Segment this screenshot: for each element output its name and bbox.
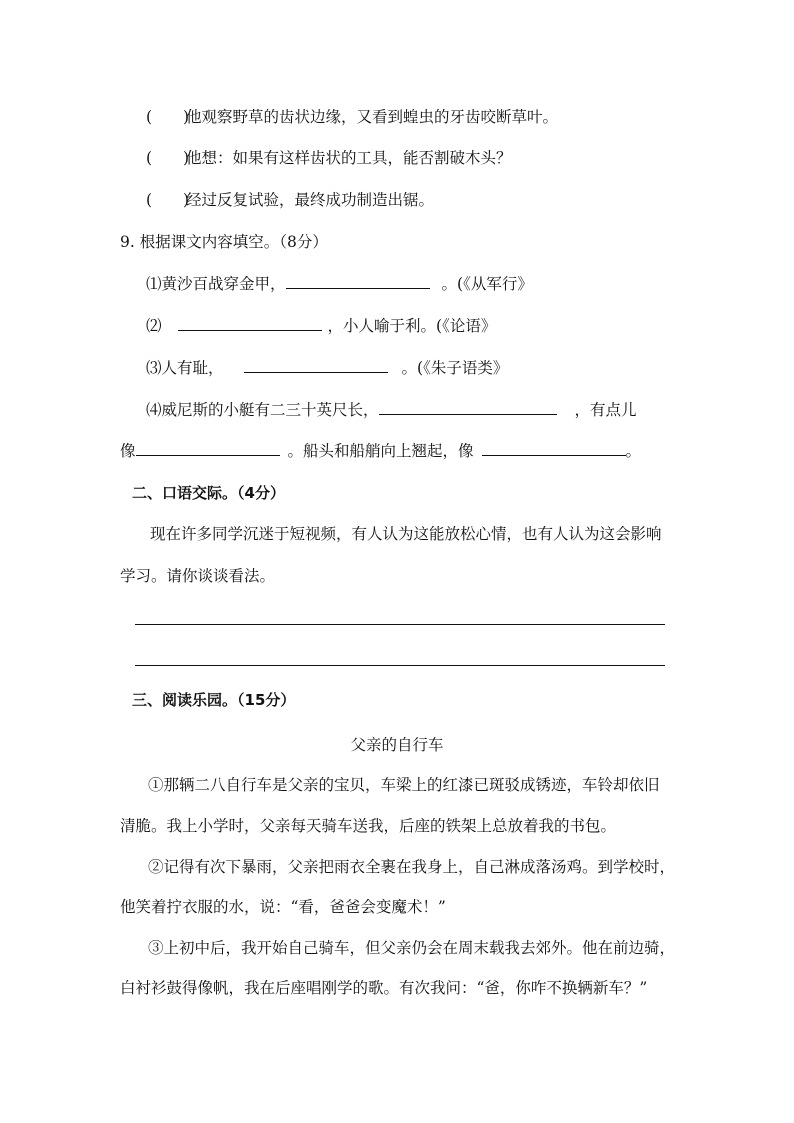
fill-item-4b-pre: 像 xyxy=(120,442,136,460)
story-line: ③上初中后，我开始自己骑车，但父亲仍会在周末载我去郊外。他在前边骑， xyxy=(148,939,676,957)
answer-line[interactable] xyxy=(135,665,665,666)
fill-item-2 xyxy=(146,316,496,336)
answer-line[interactable] xyxy=(135,624,665,625)
fill-item-4-post: ，有点儿 xyxy=(574,401,637,419)
fill-blank[interactable] xyxy=(379,400,557,415)
answer-paren: ( ) xyxy=(146,149,190,167)
story-line: ①那辆二八自行车是父亲的宝贝，车梁上的红漆已斑驳成锈迹，车铃却依旧 xyxy=(148,776,660,794)
answer-paren: ( ) xyxy=(146,191,190,209)
story-line: ②记得有次下暴雨，父亲把雨衣全裹在我身上，自己淋成落汤鸡。到学校时， xyxy=(148,858,676,876)
fill-item-4 xyxy=(146,400,637,420)
story-title: 父亲的自行车 xyxy=(350,736,444,754)
ordering-item xyxy=(146,107,558,127)
ordering-item xyxy=(146,148,512,168)
section-2-heading: 二、口语交际。（4分） xyxy=(132,484,285,502)
section-3-heading: 三、阅读乐园。（15分） xyxy=(132,691,296,709)
fill-blank[interactable] xyxy=(178,316,322,331)
item-text: 经过反复试验，最终成功制造出锯。 xyxy=(186,191,435,209)
fill-item-3-post: 。(《朱子语类》 xyxy=(401,359,509,377)
section-2-paragraph: 现在许多同学沉迷于短视频，有人认为这能放松心情，也有人认为这会影响 xyxy=(150,525,662,543)
story-line: 清脆。我上小学时，父亲每天骑车送我，后座的铁架上总放着我的书包。 xyxy=(120,817,617,835)
fill-blank[interactable] xyxy=(286,274,430,289)
ordering-item xyxy=(146,190,434,210)
fill-blank[interactable] xyxy=(244,358,388,373)
fill-blank[interactable] xyxy=(136,441,280,456)
fill-item-1-pre: ⑴黄沙百战穿金甲， xyxy=(146,275,286,293)
fill-item-4-pre: ⑷威尼斯的小艇有二三十英尺长， xyxy=(146,401,379,419)
fill-item-4b-mid: 。船头和船艄向上翘起，像 xyxy=(287,442,474,460)
fill-item-1 xyxy=(146,274,533,294)
fill-item-3-pre: ⑶人有耻， xyxy=(146,359,224,377)
story-line: 他笑着拧衣服的水，说：“看，爸爸会变魔术！” xyxy=(120,898,446,916)
fill-item-4-continued xyxy=(120,441,641,461)
question-9-title: 9. 根据课文内容填空。（8分） xyxy=(120,233,328,251)
fill-item-3 xyxy=(146,358,508,378)
fill-blank[interactable] xyxy=(482,441,626,456)
answer-paren: ( ) xyxy=(146,108,190,126)
item-text: 他想：如果有这样齿状的工具，能否割破木头？ xyxy=(186,149,512,167)
item-text: 他观察野草的齿状边缘，又看到蝗虫的牙齿咬断草叶。 xyxy=(186,108,559,126)
section-2-paragraph: 学习。请你谈谈看法。 xyxy=(120,567,276,585)
fill-item-2-post: ，小人喻于利。(《论语》 xyxy=(327,317,497,335)
story-line: 白衬衫鼓得像帆，我在后座唱刚学的歌。有次我问：“爸，你咋不换辆新车？” xyxy=(120,979,648,997)
fill-item-2-num: ⑵ xyxy=(146,317,162,335)
fill-item-1-post: 。(《从军行》 xyxy=(441,275,533,293)
fill-item-4b-post: 。 xyxy=(625,442,642,460)
